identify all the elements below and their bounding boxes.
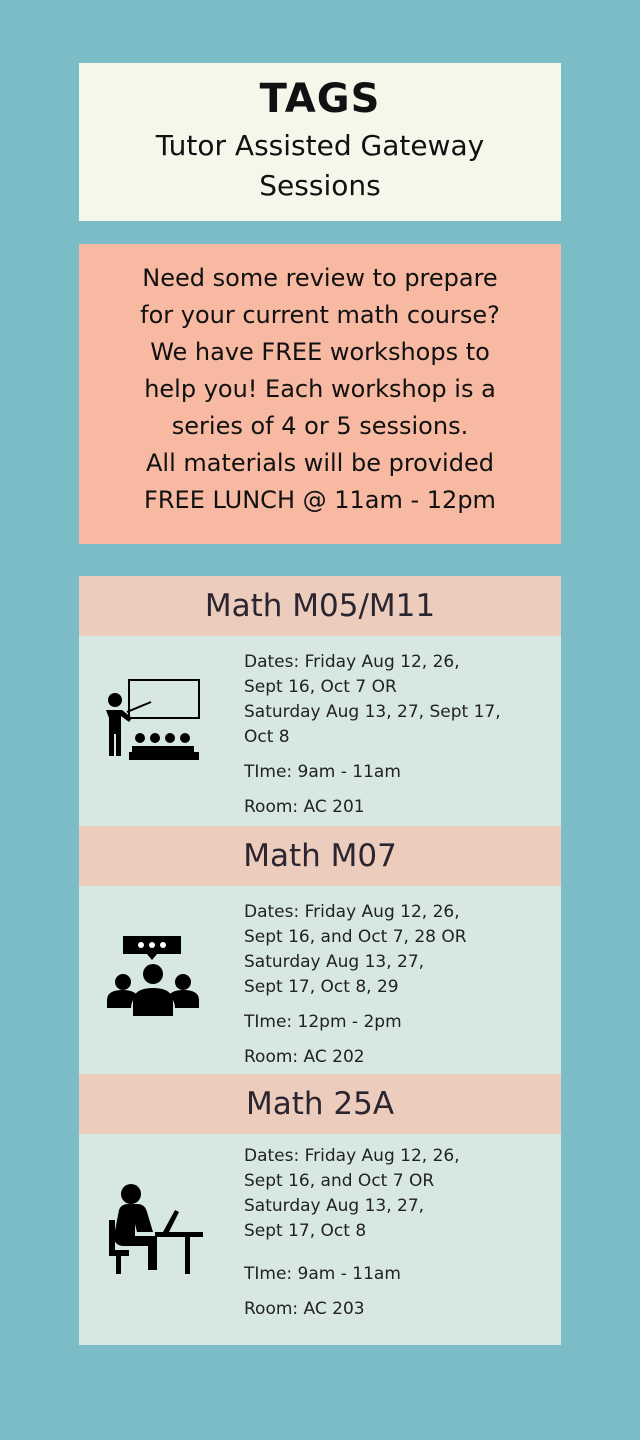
course-info-m05-m11: [244, 650, 544, 820]
page-subtitle: [79, 126, 561, 206]
group-discussion-icon: [105, 934, 201, 1020]
title-card: [79, 63, 561, 221]
course-header-25a: Math 25A: [79, 1074, 561, 1134]
room-line: Room: AC 203: [244, 1299, 365, 1319]
dates-line: Saturday Aug 13, 27,: [244, 952, 425, 972]
dates-line: Dates: Friday Aug 12, 26,: [244, 1146, 460, 1166]
dates-line: Dates: Friday Aug 12, 26,: [244, 652, 460, 672]
intro-line-lunch: FREE LUNCH @ 11am - 12pm: [144, 486, 496, 514]
dates-line: Sept 16, and Oct 7, 28 OR: [244, 927, 467, 947]
dates-line: Saturday Aug 13, 27, Sept 17,: [244, 702, 501, 722]
page-title: TAGS: [259, 76, 381, 122]
time-line: TIme: 9am - 11am: [244, 762, 401, 782]
intro-line: Need some review to prepare: [142, 264, 498, 292]
dates-line: Sept 16, Oct 7 OR: [244, 677, 397, 697]
course-info-25a: [244, 1144, 544, 1322]
intro-card: [79, 244, 561, 544]
intro-line: for your current math course?: [140, 301, 500, 329]
room-line: Room: AC 201: [244, 797, 365, 817]
dates-line: Saturday Aug 13, 27,: [244, 1196, 425, 1216]
room-line: Room: AC 202: [244, 1047, 365, 1067]
intro-line: help you! Each workshop is a: [144, 375, 496, 403]
course-header-m07: Math M07: [79, 826, 561, 886]
dates-line: Oct 8: [244, 727, 290, 747]
course-header-m05-m11: Math M05/M11: [79, 576, 561, 636]
intro-line: We have FREE workshops to: [150, 338, 490, 366]
time-line: TIme: 9am - 11am: [244, 1264, 401, 1284]
course-body-m07: [79, 886, 561, 1074]
dates-line: Sept 17, Oct 8: [244, 1221, 367, 1241]
course-body-m05-m11: [79, 636, 561, 826]
course-body-25a: [79, 1134, 561, 1345]
subtitle-line-1: Tutor Assisted Gateway: [155, 129, 485, 162]
intro-line: All materials will be provided: [146, 449, 494, 477]
course-info-m07: [244, 900, 544, 1070]
time-line: TIme: 12pm - 2pm: [244, 1012, 402, 1032]
dates-line: Sept 17, Oct 8, 29: [244, 977, 399, 997]
dates-line: Dates: Friday Aug 12, 26,: [244, 902, 460, 922]
teacher-presentation-icon: [101, 676, 201, 766]
student-at-desk-icon: [105, 1180, 205, 1280]
subtitle-line-2: Sessions: [259, 169, 381, 202]
intro-line: series of 4 or 5 sessions.: [171, 412, 469, 440]
dates-line: Sept 16, and Oct 7 OR: [244, 1171, 435, 1191]
